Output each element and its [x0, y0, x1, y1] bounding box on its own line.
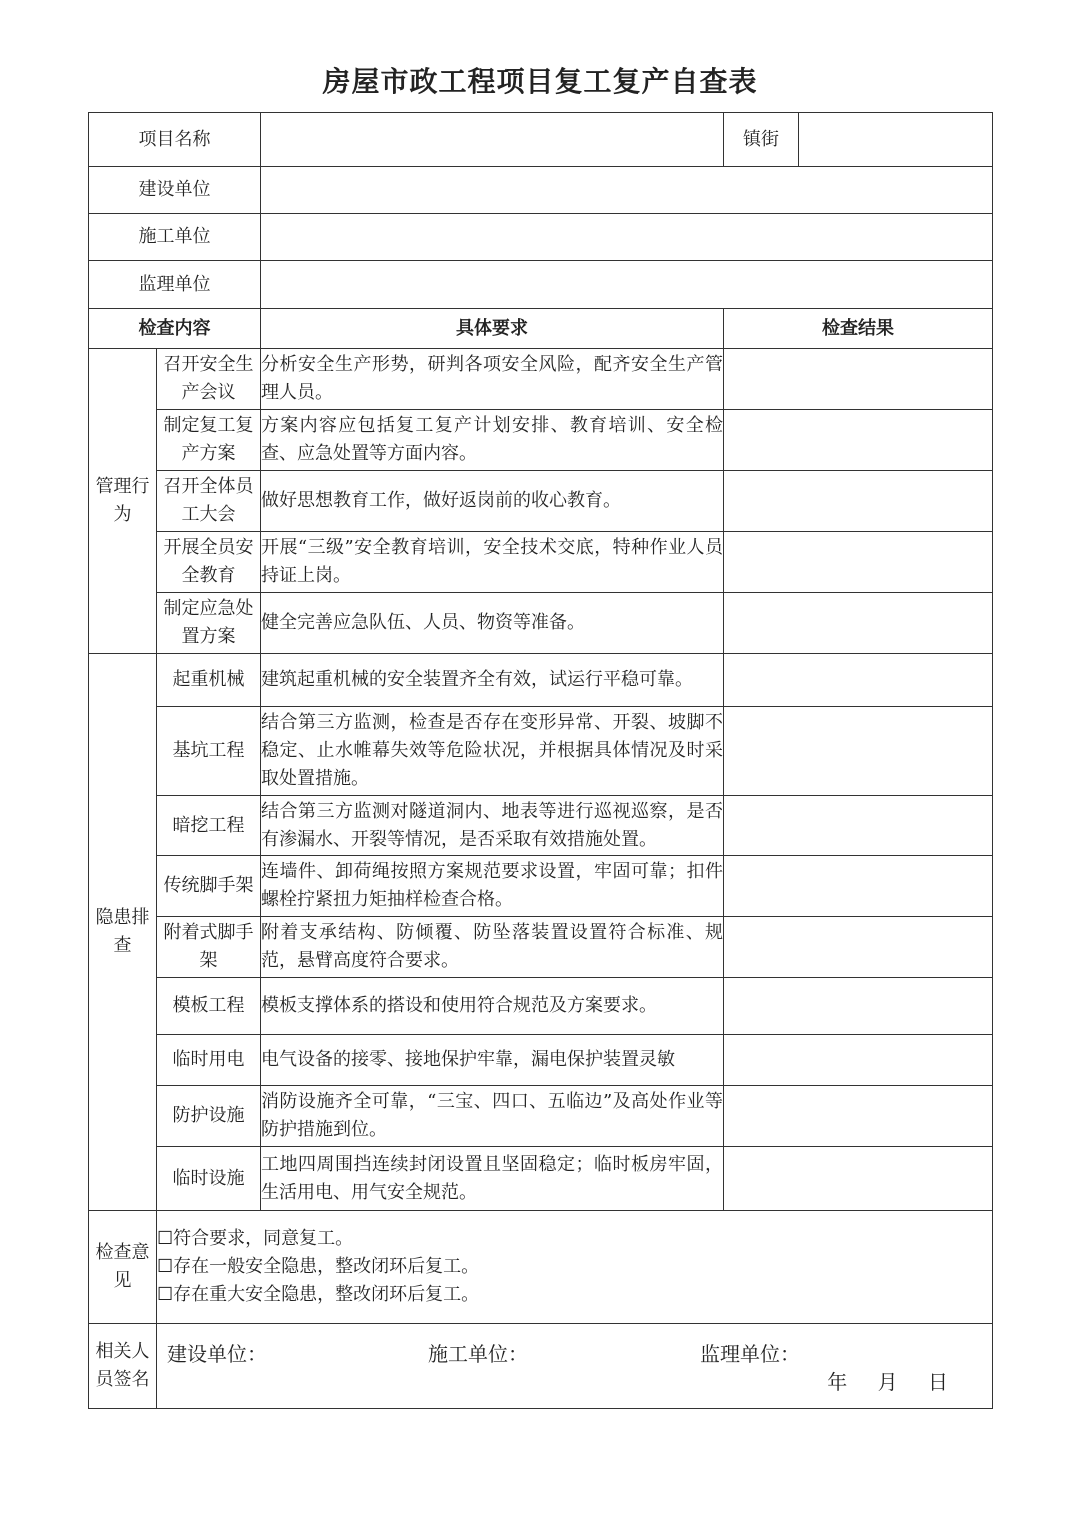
supervisor-field[interactable]: [261, 261, 993, 309]
contractor-label: 施工单位: [89, 214, 261, 261]
item-requirement: 分析安全生产形势，研判各项安全风险，配齐安全生产管理人员。: [261, 349, 724, 410]
item-name: 暗挖工程: [157, 796, 261, 856]
sign-date-year: 年: [827, 1370, 848, 1394]
header-result: 检查结果: [724, 309, 993, 349]
project-name-field[interactable]: [261, 113, 724, 167]
table-row: [89, 1147, 993, 1211]
table-row: [89, 471, 993, 532]
header-row: [89, 309, 993, 349]
opinion-option-general-hazard[interactable]: ☐存在一般安全隐患，整改闭环后复工。: [157, 1256, 480, 1277]
item-requirement: 健全完善应急队伍、人员、物资等准备。: [261, 593, 724, 654]
item-name: 起重机械: [157, 654, 261, 707]
supervisor-label: 监理单位: [89, 261, 261, 309]
item-result[interactable]: [724, 1147, 993, 1211]
item-result[interactable]: [724, 349, 993, 410]
opinion-option-major-hazard[interactable]: ☐存在重大安全隐患，整改闭环后复工。: [157, 1284, 480, 1305]
item-name: 附着式脚手架: [157, 917, 261, 978]
item-requirement: 结合第三方监测对隧道洞内、地表等进行巡视巡察，是否有渗漏水、开裂等情况，是否采取有效措施处置。: [261, 796, 724, 856]
table-row: [89, 1086, 993, 1147]
signature-area: [157, 1324, 993, 1409]
town-field[interactable]: [799, 113, 993, 167]
signature-row: [89, 1324, 993, 1409]
item-result[interactable]: [724, 1035, 993, 1086]
item-result[interactable]: [724, 856, 993, 917]
page-title: 房屋市政工程项目复工复产自查表: [322, 65, 758, 98]
builder-field[interactable]: [261, 167, 993, 214]
item-result[interactable]: [724, 707, 993, 796]
builder-label: 建设单位: [89, 167, 261, 214]
item-requirement: 方案内容应包括复工复产计划安排、教育培训、安全检查、应急处置等方面内容。: [261, 410, 724, 471]
item-result[interactable]: [724, 654, 993, 707]
header-requirements: 具体要求: [261, 309, 724, 349]
item-name: 防护设施: [157, 1086, 261, 1147]
item-result[interactable]: [724, 917, 993, 978]
table-row: [89, 796, 993, 856]
table-row: [89, 917, 993, 978]
item-requirement: 连墙件、卸荷绳按照方案规范要求设置，牢固可靠；扣件螺栓拧紧扭力矩抽样检查合格。: [261, 856, 724, 917]
item-requirement: 附着支承结构、防倾覆、防坠落装置设置符合标准、规范，悬臂高度符合要求。: [261, 917, 724, 978]
signature-label: 相关人员签名: [89, 1324, 157, 1409]
supervisor-row: [89, 261, 993, 309]
item-requirement: 消防设施齐全可靠，“三宝、四口、五临边”及高处作业等防护措施到位。: [261, 1086, 724, 1147]
table-row: [89, 654, 993, 707]
item-name: 临时用电: [157, 1035, 261, 1086]
item-name: 召开安全生产会议: [157, 349, 261, 410]
self-check-table: [88, 112, 993, 1409]
sign-builder-label: 建设单位：: [167, 1342, 267, 1366]
town-label: 镇街: [724, 113, 799, 167]
item-requirement: 模板支撑体系的搭设和使用符合规范及方案要求。: [261, 978, 724, 1035]
item-requirement: 开展“三级”安全教育培训，安全技术交底，特种作业人员持证上岗。: [261, 532, 724, 593]
opinion-options: [157, 1211, 993, 1324]
header-content: 检查内容: [89, 309, 261, 349]
sign-date-month: 月: [877, 1370, 898, 1394]
opinion-label: 检查意见: [89, 1211, 157, 1324]
item-requirement: 做好思想教育工作，做好返岗前的收心教育。: [261, 471, 724, 532]
item-result[interactable]: [724, 1086, 993, 1147]
table-row: [89, 707, 993, 796]
item-result[interactable]: [724, 593, 993, 654]
contractor-field[interactable]: [261, 214, 993, 261]
builder-row: [89, 167, 993, 214]
item-result[interactable]: [724, 978, 993, 1035]
group-label-hazard: 隐患排查: [89, 654, 157, 1211]
item-requirement: 结合第三方监测，检查是否存在变形异常、开裂、坡脚不稳定、止水帷幕失效等危险状况，并根据具体情况及时采取处置措施。: [261, 707, 724, 796]
opinion-row: [89, 1211, 993, 1324]
table-row: [89, 349, 993, 410]
item-result[interactable]: [724, 471, 993, 532]
item-result[interactable]: [724, 532, 993, 593]
item-result[interactable]: [724, 796, 993, 856]
table-row: [89, 856, 993, 917]
item-result[interactable]: [724, 410, 993, 471]
table-row: [89, 593, 993, 654]
item-requirement: 建筑起重机械的安全装置齐全有效，试运行平稳可靠。: [261, 654, 724, 707]
table-row: [89, 978, 993, 1035]
item-name: 制定应急处置方案: [157, 593, 261, 654]
sign-contractor-label: 施工单位：: [428, 1342, 528, 1366]
table-row: [89, 532, 993, 593]
table-row: [89, 1035, 993, 1086]
project-name-label: 项目名称: [89, 113, 261, 167]
sign-date: [803, 1368, 948, 1396]
sign-date-day: 日: [928, 1370, 948, 1394]
sign-supervisor-label: 监理单位：: [700, 1342, 800, 1366]
item-name: 临时设施: [157, 1147, 261, 1211]
project-name-row: [89, 113, 993, 167]
item-name: 基坑工程: [157, 707, 261, 796]
contractor-row: [89, 214, 993, 261]
opinion-option-approve[interactable]: ☐符合要求，同意复工。: [157, 1228, 354, 1249]
item-requirement: 电气设备的接零、接地保护牢靠，漏电保护装置灵敏: [261, 1035, 724, 1086]
item-name: 传统脚手架: [157, 856, 261, 917]
item-name: 制定复工复产方案: [157, 410, 261, 471]
item-name: 开展全员安全教育: [157, 532, 261, 593]
item-name: 模板工程: [157, 978, 261, 1035]
group-label-management: 管理行为: [89, 349, 157, 654]
table-row: [89, 410, 993, 471]
item-requirement: 工地四周围挡连续封闭设置且坚固稳定；临时板房牢固，生活用电、用气安全规范。: [261, 1147, 724, 1211]
item-name: 召开全体员工大会: [157, 471, 261, 532]
